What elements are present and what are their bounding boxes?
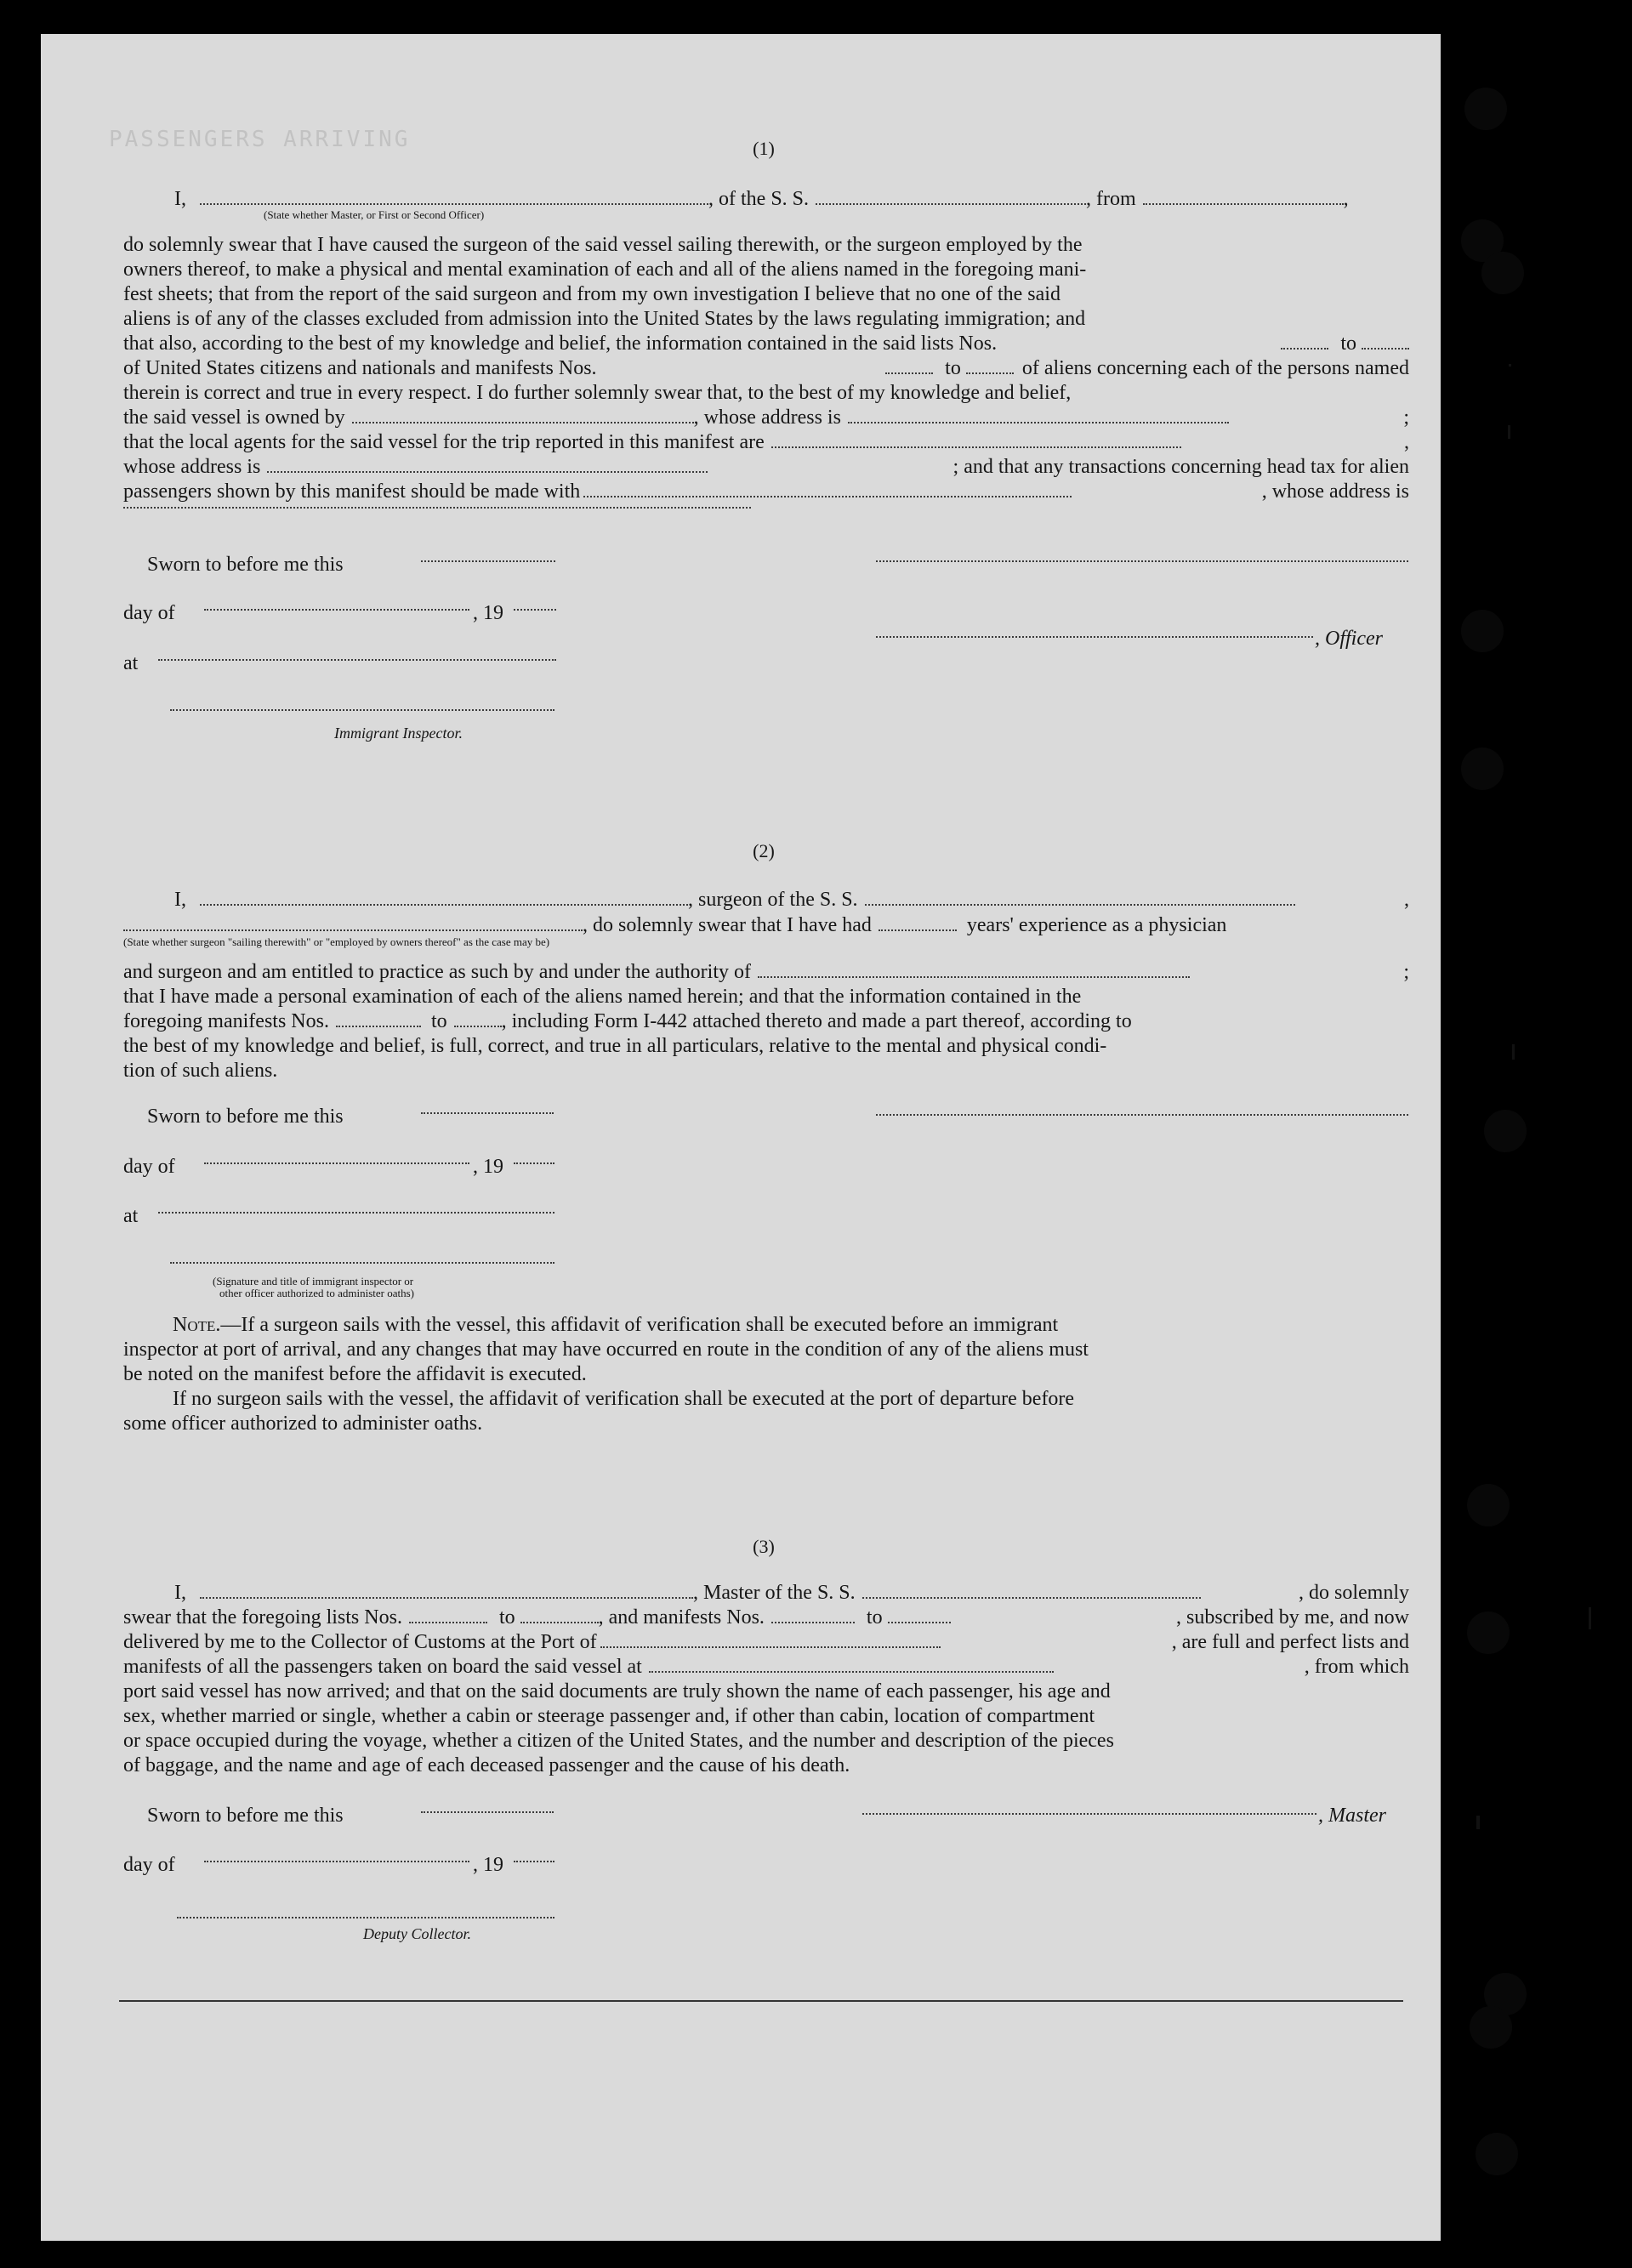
master-signature-field[interactable] [862, 1813, 1316, 1815]
section-3-text: of baggage, and the name and age of each deceased passenger and the cause of his death. [123, 1754, 850, 1776]
section-2-text: tion of such aliens. [123, 1060, 278, 1082]
section-2-line-2: , do solemnly swear that I have had years' experience as a physician [123, 914, 1409, 936]
scan-speck [1509, 364, 1511, 367]
surgeon-manifests-to-field[interactable] [454, 1010, 502, 1027]
officer-label: , Officer [1315, 628, 1383, 650]
year-label: , 19 [473, 602, 503, 624]
officer-rank-field[interactable] [200, 188, 708, 205]
master-label: , Master [1318, 1805, 1386, 1827]
lists-to-field[interactable] [1362, 333, 1409, 350]
month-field[interactable] [204, 609, 469, 611]
signature-instruction: (Signature and title of immigrant inspector or [213, 1275, 414, 1287]
day-of-label: day of [123, 1854, 175, 1876]
departure-port-field[interactable] [1143, 188, 1344, 205]
binder-hole [1476, 2133, 1518, 2175]
at-label: at [123, 652, 139, 674]
agents-address-field[interactable] [267, 456, 708, 473]
section-3-text: sex, whether married or single, whether a cabin or steerage passenger and, if other than cabin, location of compartment [123, 1705, 1095, 1727]
section-1-text: owners thereof, to make a physical and mental examination of each and all of the aliens named in the foregoing mani- [123, 259, 1087, 281]
scan-speck [1476, 1816, 1480, 1829]
inspector-label: Immigrant Inspector. [334, 725, 463, 742]
master-lists-from-field[interactable] [409, 1606, 487, 1623]
manifests-from-field[interactable] [885, 357, 933, 374]
section-2-text: the best of my knowledge and belief, is full, correct, and true in all particulars, relative to the mental and physical condi- [123, 1035, 1107, 1057]
local-agents-field[interactable] [771, 431, 1181, 448]
binder-hole [1470, 2006, 1512, 2049]
master-manifests-to-field[interactable] [888, 1606, 951, 1623]
practice-authority-field[interactable] [758, 961, 1190, 978]
section-3-heading: (3) [753, 1536, 775, 1557]
binder-hole [1484, 1110, 1527, 1152]
binder-hole [1467, 1484, 1510, 1526]
lists-from-field[interactable] [1281, 333, 1328, 350]
section-2-text: foregoing manifests Nos. to , including Form I-442 attached thereto and made a part thereof, according to [123, 1010, 1132, 1032]
scan-speck [1508, 425, 1510, 439]
section-1-text: that the local agents for the said vessel for the trip reported in this manifest are , [123, 431, 1409, 453]
ship-name-field[interactable] [816, 188, 1086, 205]
master-name-field[interactable] [200, 1582, 693, 1599]
note-text: If no surgeon sails with the vessel, the affidavit of verification shall be executed at the port of departure before [173, 1388, 1075, 1410]
manifests-to-field[interactable] [966, 357, 1014, 374]
master-ship-field[interactable] [862, 1582, 1201, 1599]
signature-instruction: other officer authorized to administer oaths) [219, 1287, 414, 1299]
note-text: some officer authorized to administer oaths. [123, 1413, 483, 1435]
section-1-heading: (1) [753, 138, 775, 159]
section-1-text: aliens is of any of the classes excluded from admission into the United States by the laws regulating immigration; and [123, 308, 1086, 330]
section-1-text: passengers shown by this manifest should be made with , whose address is [123, 480, 1409, 503]
scan-speck [1589, 1607, 1591, 1629]
section-2-text: and surgeon and am entitled to practice as such by and under the authority of ; [123, 961, 1409, 983]
sworn-label: Sworn to before me this [147, 1805, 344, 1827]
section-2-line-1: I, , surgeon of the S. S. , [174, 889, 1409, 911]
surgeon-manifests-from-field[interactable] [336, 1010, 421, 1027]
officer-name-field[interactable] [876, 636, 1313, 638]
section-1-text: therein is correct and true in every respect. I do further solemnly swear that, to the best of my knowledge and belief, [123, 382, 1072, 404]
binder-hole [1467, 1611, 1510, 1654]
years-experience-field[interactable] [879, 914, 957, 931]
section-2-heading: (2) [753, 840, 775, 861]
surgeon-status-field[interactable] [123, 914, 583, 931]
surgeon-ship-field[interactable] [865, 889, 1295, 906]
sworn-label: Sworn to before me this [147, 554, 344, 576]
at-place-field[interactable] [158, 659, 556, 661]
customs-port-field[interactable] [600, 1631, 941, 1648]
at-place-field[interactable] [158, 1212, 554, 1214]
inspector-signature-field[interactable] [170, 1262, 554, 1264]
owner-address-field[interactable] [848, 406, 1229, 423]
note-text: Note. —If a surgeon sails with the vessel, this affidavit of verification shall be executed before an immigrant [173, 1314, 1059, 1336]
sworn-date-field[interactable] [421, 1811, 554, 1813]
month-field[interactable] [204, 1861, 469, 1862]
surgeon-status-instruction: (State whether surgeon "sailing therewith" or "employed by owners thereof" as the case may be) [123, 935, 550, 948]
head-tax-contact-field[interactable] [583, 480, 1072, 497]
section-1-line-1: I, , of the S. S. , from , [174, 188, 1349, 210]
at-label: at [123, 1205, 139, 1227]
year-label: , 19 [473, 1156, 503, 1178]
head-tax-address-field[interactable] [123, 507, 751, 509]
boarding-port-field[interactable] [649, 1656, 1054, 1673]
collector-label: Deputy Collector. [363, 1925, 471, 1942]
section-3-text: swear that the foregoing lists Nos. to , and manifests Nos. to , subscribed by me, and now [123, 1606, 1409, 1629]
section-1-text: the said vessel is owned by , whose address is ; [123, 406, 1409, 429]
day-of-label: day of [123, 1156, 175, 1178]
year-field[interactable] [514, 609, 556, 611]
scan-speck [1512, 1044, 1515, 1060]
section-3-text: port said vessel has now arrived; and that on the said documents are truly shown the name of each passenger, his age and [123, 1680, 1111, 1702]
note-text: be noted on the manifest before the affidavit is executed. [123, 1363, 587, 1385]
sworn-date-field[interactable] [421, 560, 555, 562]
year-label: , 19 [473, 1854, 503, 1876]
officer-rank-instruction: (State whether Master, or First or Second Officer) [264, 208, 485, 221]
section-3-text: or space occupied during the voyage, whether a citizen of the United States, and the number and description of the pieces [123, 1730, 1114, 1752]
binder-hole [1481, 252, 1524, 294]
bottom-rule [119, 2000, 1403, 2002]
section-1-text: fest sheets; that from the report of the said surgeon and from my own investigation I believe that no one of the said [123, 283, 1061, 305]
collector-signature-field[interactable] [177, 1917, 554, 1918]
section-3-text: delivered by me to the Collector of Customs at the Port of , are full and perfect lists and [123, 1631, 1409, 1653]
section-1-text: of United States citizens and nationals and manifests Nos. to of aliens concerning each of the persons named [123, 357, 1409, 379]
section-3-line-1: I, , Master of the S. S. , do solemnly [174, 1582, 1409, 1604]
inspector-signature-field[interactable] [170, 709, 554, 711]
surgeon-name-field[interactable] [200, 889, 688, 906]
year-field[interactable] [514, 1162, 554, 1164]
note-text: inspector at port of arrival, and any changes that may have occurred en route in the condition of any of the aliens must [123, 1339, 1089, 1361]
day-of-label: day of [123, 602, 175, 624]
sworn-date-field[interactable] [421, 1112, 554, 1114]
master-lists-to-field[interactable] [520, 1606, 599, 1623]
year-field[interactable] [514, 1861, 554, 1862]
section-3-text: manifests of all the passengers taken on board the said vessel at , from which [123, 1656, 1409, 1678]
binder-hole [1464, 88, 1507, 130]
section-1-text: that also, according to the best of my knowledge and belief, the information contained in the said lists Nos. to [123, 333, 1409, 355]
month-field[interactable] [204, 1162, 469, 1164]
sworn-label: Sworn to before me this [147, 1106, 344, 1128]
master-manifests-from-field[interactable] [771, 1606, 855, 1623]
binder-hole [1461, 747, 1504, 790]
section-2-text: that I have made a personal examination of each of the aliens named herein; and that the information contained in the [123, 986, 1082, 1008]
surgeon-signature-field[interactable] [876, 1114, 1408, 1116]
section-1-text: whose address is ; and that any transactions concerning head tax for alien [123, 456, 1409, 478]
binder-hole [1461, 610, 1504, 652]
officer-signature-field[interactable] [876, 560, 1408, 562]
vessel-owner-field[interactable] [352, 406, 694, 423]
section-1-text: do solemnly swear that I have caused the surgeon of the said vessel sailing therewith, or the surgeon employed by the [123, 234, 1083, 256]
bleedthrough-header: PASSENGERS ARRIVING [109, 127, 411, 152]
